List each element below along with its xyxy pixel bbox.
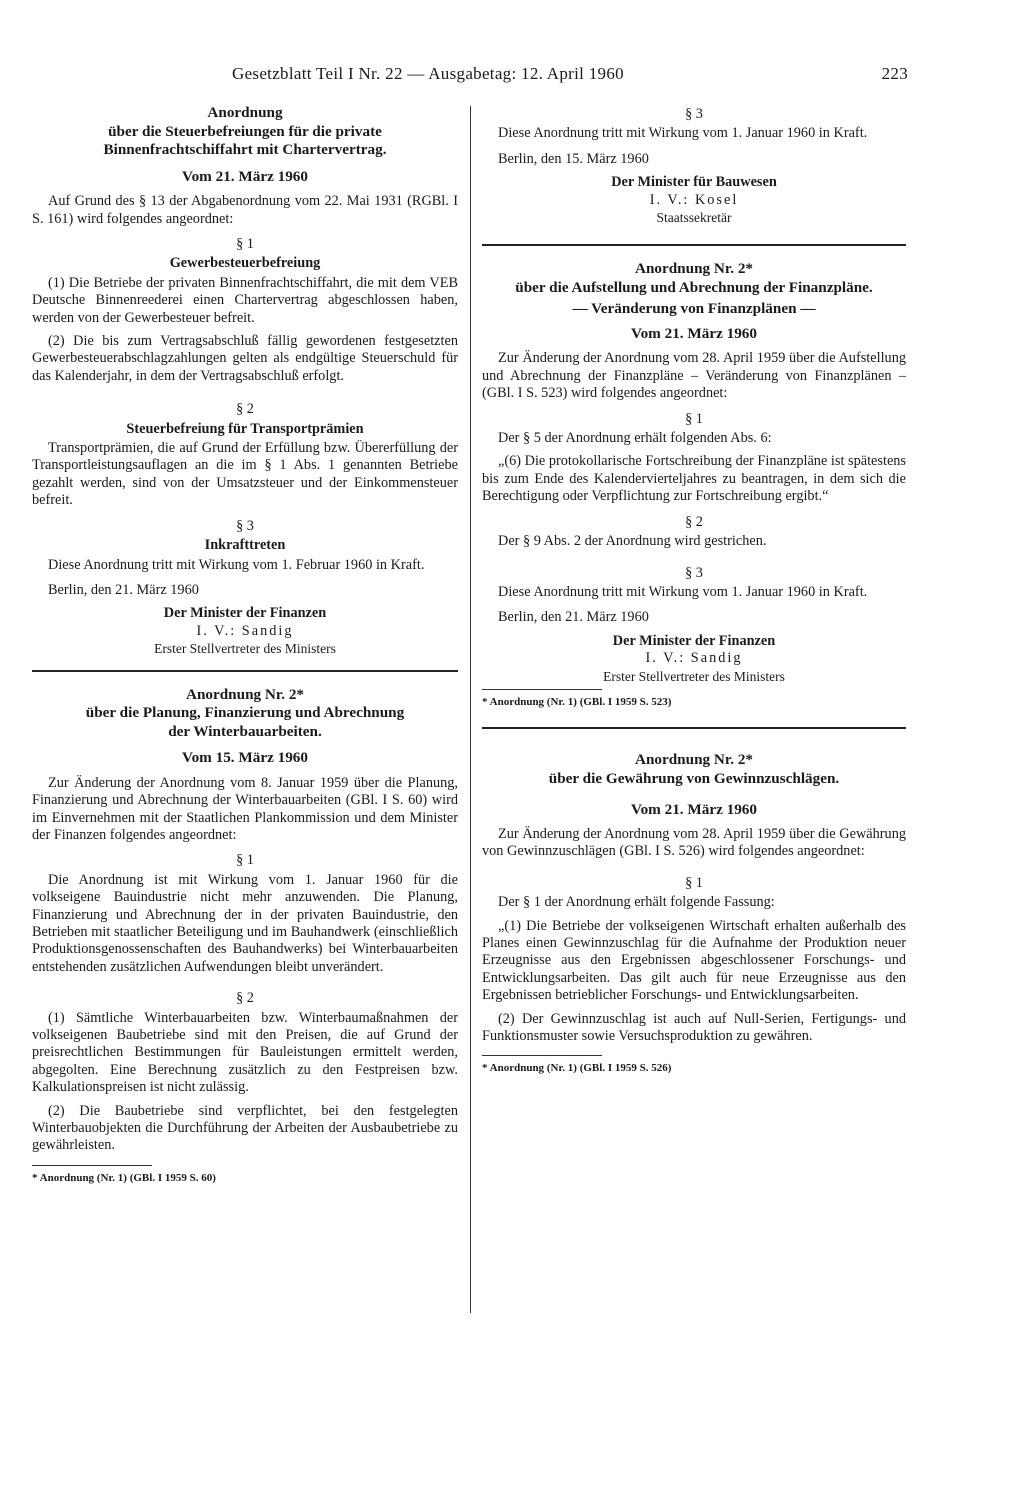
place-date: Berlin, den 21. März 1960 [48, 581, 199, 598]
ordinance-title-line: Anordnung Nr. 2* [634, 260, 754, 278]
section-heading: § 1 [236, 236, 254, 252]
section-divider [482, 727, 906, 729]
footnote-rule [482, 689, 602, 690]
paragraph: Diese Anordnung tritt mit Wirkung vom 1. Januar 1960 in Kraft. [498, 125, 868, 142]
ordinance-title-line: über die Steuerbefreiungen für die private [108, 122, 382, 140]
ordinance-date: Vom 21. März 1960 [182, 167, 308, 185]
section-divider [32, 670, 458, 672]
paragraph: (2) Die bis zum Vertragsabschluß fällig gewordenen festgesetzten Gewerbesteuerabschlagzahlungen gelten als endgültige Steuerschuld für das Kalenderjahr, in dem der Vertragsabschluß erfolgt. [32, 333, 458, 384]
ordinance-gewinnzuschlaege [482, 751, 906, 1077]
left-column [32, 104, 458, 1187]
paragraph: Diese Anordnung tritt mit Wirkung vom 1. Februar 1960 in Kraft. [48, 556, 425, 573]
place-date: Berlin, den 15. März 1960 [498, 150, 649, 167]
ordinance-intro: Zur Änderung der Anordnung vom 28. April 1959 über die Gewährung von Gewinnzuschlägen (GBl. I S. 526) wird folgendes angeordnet: [482, 825, 906, 860]
right-column [482, 104, 906, 1078]
quoted-paragraph: „(6) Die protokollarische Fortschreibung der Finanzpläne ist spätestens bis zum Ende des Kalendervierteljahres zu beantragen, in dem sich die Berechtigung oder Verpflichtung zur Fortschreibung ergibt.“ [482, 453, 906, 505]
ordinance-title-line: über die Planung, Finanzierung und Abrechnung [85, 704, 405, 722]
signatory-role: Staatssekretär [656, 210, 732, 226]
section-heading: § 3 [236, 517, 254, 534]
signatory-name: I. V.: Kosel [649, 191, 739, 208]
ordinance-date: Vom 21. März 1960 [631, 800, 757, 818]
quoted-paragraph: (2) Der Gewinnzuschlag ist auch auf Null-Serien, Fertigungs- und Funktionsmuster sowie Versuchsproduktion zu gewähren. [482, 1010, 906, 1044]
ordinance-intro: Zur Änderung der Anordnung vom 28. April 1959 über die Aufstellung und Abrechnung der Finanzpläne – Veränderung von Finanzplänen – (GBl. I S. 523) wird folgendes angeordnet: [482, 350, 906, 402]
ordinance-date: Vom 15. März 1960 [182, 749, 308, 767]
section-heading: § 1 [685, 874, 703, 891]
ordinance-title-line: Anordnung [207, 104, 283, 121]
place-date: Berlin, den 21. März 1960 [498, 609, 649, 626]
footnote: * Anordnung (Nr. 1) (GBl. I 1959 S. 523) [482, 695, 672, 708]
ordinance-intro: Auf Grund des § 13 der Abgabenordnung vom 22. Mai 1931 (RGBl. I S. 161) wird folgendes angeordnet: [32, 193, 458, 227]
ordinance-title-line: über die Gewährung von Gewinnzuschlägen. [548, 769, 840, 787]
ordinance-title-line: Anordnung Nr. 2* [634, 751, 754, 769]
signatory-title: Der Minister der Finanzen [612, 632, 776, 649]
ordinance-title-line: Binnenfrachtschiffahrt mit Chartervertrag. [103, 141, 387, 159]
quoted-paragraph: „(1) Die Betriebe der volkseigenen Wirtschaft erhalten außerhalb des Planes einen Gewinnzuschlag für die Aufnahme der Produktion neuer Erzeugnisse aus den Ergebnissen abgeschlossener Forschungs- und Entwicklungsarbeiten. Das gilt auch für neue Erzeugnisse aus den Ergebnissen betrieblicher Forschungs- und Entwicklungsarbeiten. [482, 917, 906, 1004]
paragraph: Der § 9 Abs. 2 der Anordnung wird gestrichen. [498, 533, 767, 550]
signatory-name: I. V.: Sandig [196, 622, 294, 639]
ordinance-title-line: der Winterbauarbeiten. [168, 722, 322, 740]
section-heading: § 3 [685, 106, 703, 122]
signatory-title: Der Minister für Bauwesen [611, 174, 777, 191]
footnote: * Anordnung (Nr. 1) (GBl. I 1959 S. 526) [482, 1062, 672, 1075]
footnote: * Anordnung (Nr. 1) (GBl. I 1959 S. 60) [32, 1171, 216, 1184]
paragraph: Der § 1 der Anordnung erhält folgende Fassung: [498, 894, 775, 911]
paragraph: Transportprämien, die auf Grund der Erfüllung bzw. Übererfüllung der Transportleistungsauflagen an die im § 1 Abs. 1 genannten Betriebe gezahlt werden, sind von der Umsatzsteuer und der Einkommensteuer befreit. [32, 440, 458, 509]
footnote-rule [482, 1055, 602, 1056]
section-heading: § 3 [685, 564, 703, 581]
signatory-title: Der Minister der Finanzen [163, 605, 327, 622]
signatory-name: I. V.: Sandig [645, 650, 743, 667]
page-number: 223 [881, 64, 908, 83]
page-header [232, 64, 908, 86]
paragraph: Diese Anordnung tritt mit Wirkung vom 1. Januar 1960 in Kraft. [498, 583, 868, 600]
ordinance-title-line: Anordnung Nr. 2* [185, 685, 305, 703]
gazette-title: Gesetzblatt Teil I Nr. 22 — Ausgabetag: 12. April 1960 [232, 64, 624, 83]
ordinance-title-line: über die Aufstellung und Abrechnung der Finanzpläne. [515, 279, 873, 297]
section-heading: § 1 [685, 410, 703, 427]
section-heading: § 2 [685, 513, 703, 530]
paragraph: (1) Die Betriebe der privaten Binnenfrachtschiffahrt, die mit dem VEB Deutsche Binnenreederei einen Chartervertrag abgeschlossen haben, werden von der Gewerbesteuer befreit. [32, 274, 458, 326]
paragraph: Der § 5 der Anordnung erhält folgenden Abs. 6: [498, 430, 772, 447]
ordinance-intro: Zur Änderung der Anordnung vom 8. Januar 1959 über die Planung, Finanzierung und Abrechnung der Winterbauarbeiten (GBl. I S. 60) wird im Einvernehmen mit der Staatlichen Plankommission und dem Minister der Finanzen folgendes angeordnet: [32, 774, 458, 843]
section-heading: § 1 [236, 852, 254, 869]
ordinance-date: Vom 21. März 1960 [631, 325, 757, 343]
paragraph: (2) Die Baubetriebe sind verpflichtet, bei den festgelegten Winterbauobjekten die Durchführung der Arbeiten der Ausbaubetriebe zu gewährleisten. [32, 1102, 458, 1154]
section-heading: § 2 [236, 401, 254, 418]
section-title: Inkrafttreten [204, 537, 286, 554]
section-title: Gewerbesteuerbefreiung [169, 255, 321, 272]
ordinance-winterbau-continued [482, 106, 906, 226]
ordinance-steuerbefreiungen [32, 104, 458, 658]
footnote-rule [32, 1165, 152, 1166]
ordinance-subtitle: — Veränderung von Finanzplänen — [572, 299, 816, 317]
section-divider [482, 244, 906, 246]
signatory-role: Erster Stellvertreter des Ministers [154, 641, 336, 657]
section-title: Steuerbefreiung für Transportprämien [126, 420, 364, 437]
paragraph: (1) Sämtliche Winterbauarbeiten bzw. Winterbaumaßnahmen der volkseigenen Baubetriebe sind mit den Preisen, die auf Grund der preisrechtlichen Bestimmungen für Bauleistungen ermittelt werden, abgegolten. Eine Berechnung zusätzlich zu den Festpreisen bzw. Kalkulationspreisen ist nicht zulässig. [32, 1009, 458, 1096]
signatory-role: Erster Stellvertreter des Ministers [603, 668, 785, 684]
paragraph: Die Anordnung ist mit Wirkung vom 1. Januar 1960 für die volkseigene Bauindustrie nicht mehr anzuwenden. Die Planung, Finanzierung und Abrechnung der in der privaten Bauindustrie, den Betrieben mit staatlicher Beteiligung und im Bauhandwerk (einschließlich Produktionsgenossenschaften des Bauhandwerks) bei Winterbauarbeiten entstehenden zusätzlichen Aufwendungen bleibt unverändert. [32, 871, 458, 975]
ordinance-finanzplaene [482, 260, 906, 711]
ordinance-winterbauarbeiten [32, 686, 458, 1188]
column-divider [470, 106, 471, 1313]
section-heading: § 2 [236, 990, 254, 1007]
